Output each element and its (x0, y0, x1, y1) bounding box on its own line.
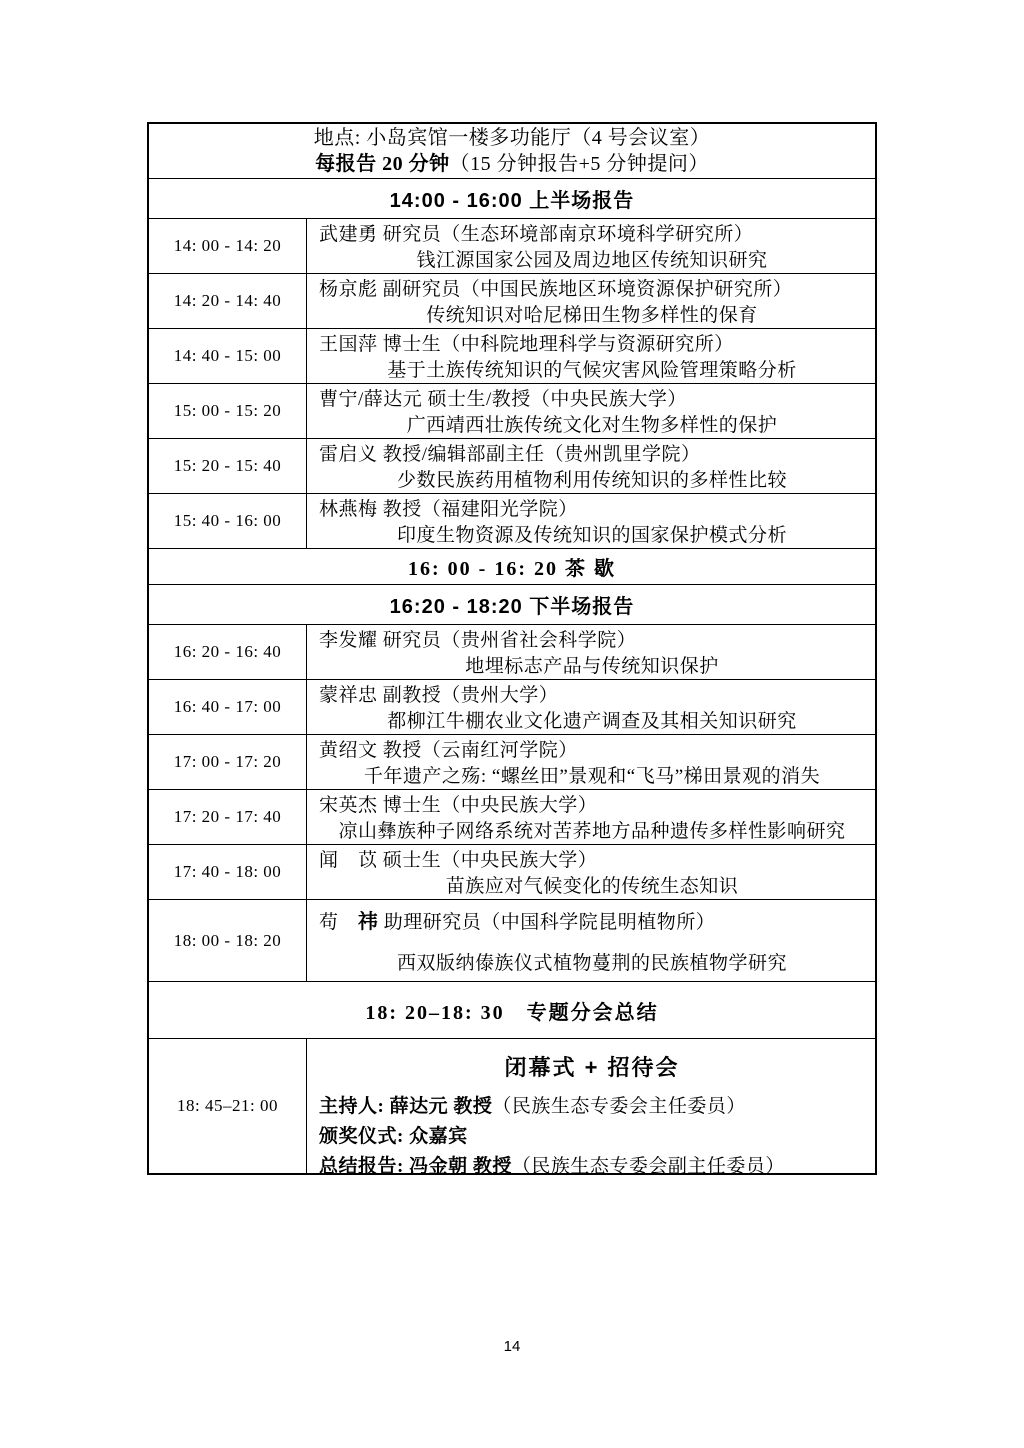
page-number: 14 (503, 1338, 521, 1355)
speaker-affiliation: （中央民族大学） (530, 389, 687, 410)
talk-cell (307, 219, 875, 273)
duration-line (315, 151, 709, 177)
speaker-line (319, 332, 865, 358)
time-cell: 17: 20 - 17: 40 (149, 790, 307, 844)
session-row (149, 493, 875, 548)
speaker-affiliation: （中国民族地区环境资源保护研究所） (460, 279, 793, 300)
talk-cell (307, 625, 875, 679)
speaker-affiliation: （生态环境部南京环境科学研究所） (441, 224, 754, 245)
talk-cell (307, 900, 875, 981)
talk-title: 千年遗产之殇: “螺丝田”景观和“飞马”梯田景观的消失 (363, 766, 821, 787)
session-row (149, 438, 875, 493)
speaker-role: 助理研究员 (378, 911, 482, 933)
time-cell: 16: 40 - 17: 00 (149, 680, 307, 734)
speaker-line (319, 683, 865, 709)
talk-title: 凉山彝族种子网络系统对苦荞地方品种遗传多样性影响研究 (338, 821, 846, 842)
talk-cell (307, 384, 875, 438)
tea-break-row (149, 548, 875, 584)
closing-host-line (319, 1092, 865, 1122)
speaker-affiliation: （贵州省社会科学院） (441, 630, 637, 651)
session-row (149, 844, 875, 899)
talk-title: 西双版纳傣族仪式植物蔓荆的民族植物学研究 (396, 952, 787, 974)
talk-cell (307, 494, 875, 548)
table-header-row (149, 124, 875, 178)
program-table (147, 122, 877, 1175)
speaker-line (319, 909, 865, 936)
speaker-affiliation: （贵州凯里学院） (544, 444, 701, 465)
speaker-line (319, 628, 865, 654)
speaker-name: 武建勇 研究员 (319, 224, 442, 245)
speaker-affiliation: （中央民族大学） (441, 850, 598, 871)
time-cell: 14: 40 - 15: 00 (149, 329, 307, 383)
duration-rest: （15 分钟报告+5 分钟提问） (449, 153, 709, 175)
summary-title: 18: 20–18: 30 专题分会总结 (365, 1001, 659, 1024)
speaker-line (319, 222, 865, 248)
speaker-affiliation: （中央民族大学） (441, 795, 598, 816)
speaker-line (319, 497, 865, 523)
talk-cell (307, 329, 875, 383)
closing-host-bold: 主持人: 薛达元 教授 (319, 1096, 493, 1117)
speaker-affiliation: （中国科学院昆明植物所） (481, 911, 716, 933)
session-row (149, 218, 875, 273)
speaker-line (319, 277, 865, 303)
time-cell: 18: 45–21: 00 (149, 1039, 307, 1173)
speaker-name: 李发耀 研究员 (319, 630, 442, 651)
talk-cell (307, 274, 875, 328)
session-row (149, 789, 875, 844)
closing-award-line (319, 1122, 865, 1152)
section-second-half-row (149, 584, 875, 624)
session-row (149, 734, 875, 789)
session-row (149, 899, 875, 981)
session-row (149, 679, 875, 734)
talk-cell (307, 680, 875, 734)
speaker-given-name: 祎 (358, 910, 379, 933)
closing-report-rest: （民族生态专委会副主任委员） (511, 1156, 785, 1177)
closing-report-bold: 总结报告: 冯金朝 教授 (319, 1156, 512, 1177)
talk-title: 苗族应对气候变化的传统生态知识 (445, 876, 739, 897)
time-cell: 16: 20 - 16: 40 (149, 625, 307, 679)
time-cell: 15: 20 - 15: 40 (149, 439, 307, 493)
closing-title: 闭幕式 + 招待会 (504, 1055, 680, 1080)
speaker-name: 宋英杰 博士生 (319, 795, 442, 816)
speaker-line (319, 793, 865, 819)
closing-report-line (319, 1152, 865, 1182)
time-cell: 14: 20 - 14: 40 (149, 274, 307, 328)
speaker-name: 雷启义 教授/编辑部副主任 (319, 444, 545, 465)
time-cell: 15: 40 - 16: 00 (149, 494, 307, 548)
time-cell: 17: 00 - 17: 20 (149, 735, 307, 789)
speaker-name: 闻 苡 硕士生 (319, 850, 442, 871)
speaker-affiliation: （贵州大学） (441, 685, 559, 706)
duration-bold: 每报告 20 分钟 (315, 153, 450, 175)
speaker-name: 蒙祥忠 副教授 (319, 685, 442, 706)
section-first-half-row (149, 178, 875, 218)
talk-title: 少数民族药用植物利用传统知识的多样性比较 (396, 470, 787, 491)
venue-line: 地点: 小岛宾馆一楼多功能厅（4 号会议室） (313, 127, 711, 149)
speaker-surname: 苟 (319, 911, 359, 933)
speaker-affiliation: （云南红河学院） (421, 740, 578, 761)
closing-cell (307, 1039, 875, 1177)
speaker-name: 林燕梅 教授 (319, 499, 422, 520)
session-row (149, 273, 875, 328)
speaker-name: 曹宁/薛达元 硕士生/教授 (319, 389, 531, 410)
time-cell: 17: 40 - 18: 00 (149, 845, 307, 899)
talk-title: 传统知识对哈尼梯田生物多样性的保育 (426, 305, 758, 326)
speaker-line (319, 442, 865, 468)
section-second-half-title: 16:20 - 18:20 下半场报告 (389, 596, 635, 618)
closing-row (149, 1038, 875, 1177)
session-row (149, 383, 875, 438)
speaker-name: 王国萍 博士生 (319, 334, 442, 355)
tea-break-title: 16: 00 - 16: 20 茶 歇 (408, 558, 616, 580)
speaker-affiliation: （中科院地理科学与资源研究所） (441, 334, 734, 355)
time-cell: 18: 00 - 18: 20 (149, 900, 307, 981)
talk-title: 钱江源国家公园及周边地区传统知识研究 (416, 250, 768, 271)
speaker-name: 黄绍文 教授 (319, 740, 422, 761)
talk-cell (307, 735, 875, 789)
talk-title: 印度生物资源及传统知识的国家保护模式分析 (396, 525, 787, 546)
talk-cell (307, 439, 875, 493)
time-cell: 15: 00 - 15: 20 (149, 384, 307, 438)
section-first-half-title: 14:00 - 16:00 上半场报告 (389, 190, 635, 212)
session-row (149, 328, 875, 383)
session-row (149, 624, 875, 679)
speaker-affiliation: （福建阳光学院） (421, 499, 578, 520)
talk-cell (307, 845, 875, 899)
talk-title: 基于土族传统知识的气候灾害风险管理策略分析 (387, 360, 797, 381)
talk-title: 广西靖西壮族传统文化对生物多样性的保护 (406, 415, 778, 436)
talk-title: 都柳江牛棚农业文化遗产调查及其相关知识研究 (387, 711, 797, 732)
closing-award-bold: 颁奖仪式: 众嘉宾 (319, 1126, 468, 1147)
speaker-line (319, 387, 865, 413)
talk-cell (307, 790, 875, 844)
summary-row (149, 981, 875, 1038)
speaker-name: 杨京彪 副研究员 (319, 279, 461, 300)
speaker-line (319, 738, 865, 764)
closing-host-rest: （民族生态专委会主任委员） (492, 1096, 746, 1117)
talk-title: 地埋标志产品与传统知识保护 (465, 656, 719, 677)
time-cell: 14: 00 - 14: 20 (149, 219, 307, 273)
speaker-line (319, 848, 865, 874)
